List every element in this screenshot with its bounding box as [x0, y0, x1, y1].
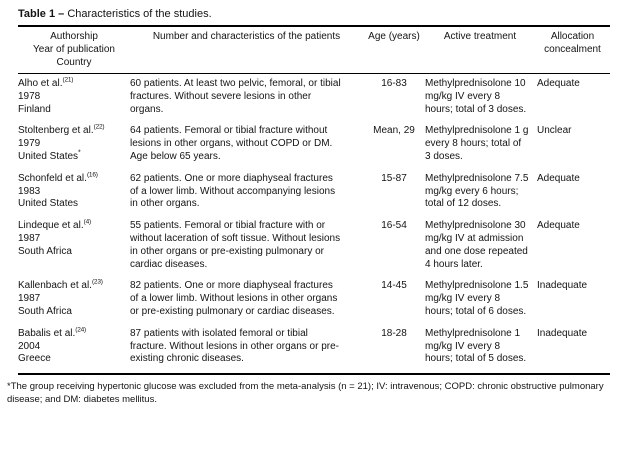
publication-year: 2004: [18, 340, 41, 352]
publication-year: 1978: [18, 90, 41, 102]
column-header-allocation: [535, 26, 610, 74]
study-id-cell: [18, 123, 130, 170]
header-authorship-line2: Year of publication: [33, 44, 115, 55]
age-range: Mean, 29: [373, 125, 415, 137]
patients-description: 60 patients. At least two pelvic, femoral, or tibial fractures. Without severe lesions in other organs.: [130, 78, 341, 115]
country: [18, 353, 130, 366]
column-header-age: Age (years): [363, 26, 425, 74]
patients-description: 82 patients. One or more diaphyseal fractures of a lower limb. Without lesions in other organs or pre-existing pulmonary or cardiac diseases.: [130, 280, 338, 317]
table-number: Table 1: [18, 8, 56, 20]
table-header: [18, 26, 610, 74]
title-dash: –: [58, 8, 65, 20]
patients-description: 55 patients. Femoral or tibial fracture with or without laceration of soft tissue. Without lesions in other organs or pre-existing pulmonary or cardiac diseases.: [130, 220, 341, 270]
allocation-status: Inadequate: [537, 327, 588, 339]
column-header-treatment: Active treatment: [425, 26, 535, 74]
age-range: 15-87: [381, 172, 407, 184]
reference-superscript: (24): [75, 326, 87, 334]
author-text: Alho et al.: [18, 78, 63, 89]
country-text: South Africa: [18, 305, 72, 317]
characteristics-table: [18, 25, 610, 375]
reference-superscript: (16): [86, 171, 98, 179]
author-text: Lindeque et al.: [18, 220, 84, 232]
study-id-cell: [18, 74, 130, 124]
country: [18, 198, 130, 211]
age-range: 14-45: [381, 280, 407, 292]
allocation-status: Unclear: [537, 125, 572, 137]
author-name: [18, 125, 130, 138]
study-id-cell: [18, 218, 130, 278]
treatment-description: Methylprednisolone 10 mg/kg IV every 8 hours; total of 3 doses.: [425, 78, 527, 115]
study-row-stoltenberg: [18, 123, 610, 170]
country-text: United States: [18, 198, 79, 210]
reference-superscript: (23): [91, 279, 103, 287]
author-name: [18, 78, 130, 91]
country-text: United States: [18, 150, 79, 162]
study-id-cell: [18, 326, 130, 374]
author-name: [18, 328, 130, 341]
treatment-description: Methylprednisolone 1.5 mg/kg IV every 8 hours; total of 6 doses.: [425, 280, 529, 317]
patients-description: 64 patients. Femoral or tibial fracture without lesions in other organs, without COPD or DM. Age below 65 years.: [130, 125, 333, 162]
table-caption: Characteristics of the studies.: [67, 8, 212, 20]
author-text: Kallenbach et al.: [18, 280, 92, 292]
country: [18, 104, 130, 117]
author-text: Babalis et al.: [18, 327, 76, 339]
country-footnote-marker: *: [78, 149, 81, 157]
treatment-description: Methylprednisolone 7.5 mg/kg every 6 hours; total of 12 doses.: [425, 172, 529, 210]
reference-superscript: (21): [62, 76, 74, 84]
age-range: 18-28: [381, 327, 407, 339]
allocation-status: Adequate: [537, 78, 580, 89]
reference-superscript: (4): [83, 218, 91, 226]
author-name: [18, 280, 130, 293]
study-row-lindeque: [18, 218, 610, 278]
treatment-description: Methylprednisolone 1 g every 8 hours; total of 3 doses.: [425, 125, 529, 162]
author-name: [18, 220, 130, 233]
age-range: 16-54: [381, 220, 407, 232]
header-allocation-line2: concealment: [544, 44, 601, 55]
allocation-status: Adequate: [537, 220, 580, 232]
author-text: Stoltenberg et al.: [18, 125, 94, 137]
country: [18, 246, 130, 259]
column-header-authorship: [18, 26, 130, 74]
study-row-kallenbach: [18, 278, 610, 325]
study-row-schonfeld: [18, 171, 610, 218]
study-row-alho: [18, 74, 610, 124]
header-authorship-line3: Country: [56, 57, 92, 68]
allocation-status: Adequate: [537, 172, 580, 184]
column-header-patients: Number and characteristics of the patients: [130, 26, 363, 74]
country: [18, 306, 130, 319]
table-title: [18, 7, 618, 21]
country: [18, 151, 130, 164]
study-row-babalis: [18, 326, 610, 374]
study-id-cell: [18, 278, 130, 325]
publication-year: 1979: [18, 138, 41, 150]
patients-description: 87 patients with isolated femoral or tibial fracture. Without lesions in other organs or pre-existing chronic diseases.: [130, 327, 339, 365]
treatment-description: Methylprednisolone 1 mg/kg IV every 8 hours; total of 5 doses.: [425, 327, 527, 365]
publication-year: 1983: [18, 185, 41, 197]
author-name: [18, 173, 130, 186]
publication-year: 1987: [18, 232, 41, 244]
age-range: 16-83: [381, 78, 407, 89]
country-text: Greece: [18, 353, 51, 365]
reference-superscript: (22): [93, 124, 105, 132]
study-id-cell: [18, 171, 130, 218]
author-text: Schonfeld et al.: [18, 172, 87, 184]
publication-year: 1987: [18, 293, 41, 305]
header-allocation-line1: Allocation: [550, 31, 595, 42]
country-text: South Africa: [18, 245, 72, 257]
country-text: Finland: [18, 103, 51, 115]
table-footnote: *The group receiving hypertonic glucose was excluded from the meta-analysis (n = 21); IV: intravenous; COPD: chronic obstructive pulmonary disease; and DM: diabetes mellitus.: [7, 381, 604, 406]
patients-description: 62 patients. One or more diaphyseal fractures of a lower limb. Without accompanying lesions in other organs.: [130, 172, 336, 210]
treatment-description: Methylprednisolone 30 mg/kg IV at admission and one dose repeated 4 hours later.: [425, 220, 528, 270]
allocation-status: Inadequate: [537, 280, 588, 292]
header-authorship-line1: Authorship: [50, 31, 98, 42]
